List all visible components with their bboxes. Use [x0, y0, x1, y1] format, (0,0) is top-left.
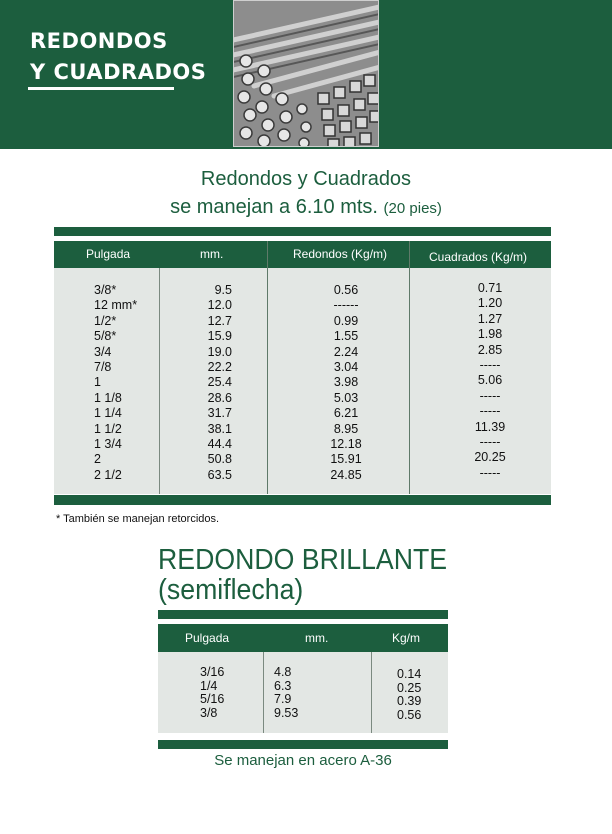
header-banner	[0, 0, 612, 149]
table1-mm-cell: 63.5	[207, 467, 232, 482]
table1-redondos-cell: 6.21	[333, 406, 359, 421]
table1	[54, 241, 551, 494]
table1-mm-cell: 44.4	[207, 436, 232, 451]
table1-mm-cell: 22.2	[207, 359, 232, 374]
table2-mm-cell: 9.53	[274, 705, 299, 720]
table1-cuadrados-cell: 2.85	[477, 342, 503, 357]
table1-cuadrados-cell: 20.25	[474, 450, 506, 465]
table1-col-mm: mm.	[200, 247, 224, 261]
section2-title	[158, 545, 447, 605]
table1-redondos-cell: ------	[333, 298, 359, 313]
table1-col-redondos: Redondos (Kg/m)	[293, 247, 388, 261]
table1-cuadrados-column	[465, 281, 515, 481]
table1-redondos-cell: 2.24	[333, 344, 359, 359]
table2-kgm-column	[397, 668, 421, 722]
table1-pulgada-cell: 1 1/8	[94, 390, 122, 405]
table1-redondos-cell: 3.98	[333, 375, 359, 390]
steel-bars-photo	[233, 0, 379, 147]
table1-mm-cell: 50.8	[207, 452, 232, 467]
table2-col-kgm: Kg/m	[392, 631, 421, 645]
table2-col-pulgada: Pulgada	[185, 631, 230, 645]
table1-redondos-column	[324, 283, 368, 483]
table1-cuadrados-cell: 0.71	[477, 281, 503, 295]
table1-divider-0	[159, 268, 160, 494]
table2-bottom-bar	[158, 740, 448, 749]
table2-kgm-cell: 0.39	[397, 694, 422, 708]
table1-cuadrados-cell: 1.20	[477, 296, 503, 311]
table1-pulgada-cell: 1 3/4	[94, 436, 122, 451]
section1-heading-line2	[0, 196, 612, 219]
table1-pulgada-cell: 5/8*	[94, 329, 117, 344]
table1-redondos-cell: 15.91	[330, 452, 362, 467]
table2-header	[158, 624, 448, 652]
banner-title-line2: Y CUADRADOS	[30, 60, 207, 84]
table2-mm-cell: 6.3	[274, 678, 292, 693]
table2-kgm-cell: 0.14	[397, 667, 422, 681]
table1-redondos-cell: 0.56	[333, 283, 359, 297]
table2-pulgada-cell: 3/8	[200, 705, 218, 720]
table1-header	[54, 241, 551, 268]
table1-cuadrados-cell: -----	[479, 465, 501, 480]
table1-redondos-cell: 12.18	[330, 436, 362, 451]
table2-divider-1	[263, 652, 264, 733]
table2-mm-column	[274, 666, 298, 720]
table1-pulgada-cell: 3/8*	[94, 283, 117, 297]
table2-top-bar	[158, 610, 448, 619]
section1-heading-main: se manejan a 6.10 mts.	[170, 196, 378, 218]
banner-title-line1: REDONDOS	[30, 29, 168, 53]
table1-mm-cell: 12.7	[207, 313, 232, 328]
table2-col-mm: mm.	[305, 631, 329, 645]
table1-cuadrados-cell: -----	[479, 357, 501, 372]
table1-bottom-bar	[54, 495, 551, 505]
table1-cuadrados-cell: 1.98	[477, 327, 503, 342]
table1-mm-cell: 15.9	[207, 329, 232, 344]
section2-title-line2: (semiflecha)	[158, 574, 304, 606]
table1-cuadrados-cell: 1.27	[477, 311, 503, 326]
table2-mm-cell: 4.8	[274, 665, 292, 679]
table1-mm-cell: 19.0	[207, 344, 232, 359]
section2-title-line1: REDONDO BRILLANTE	[158, 544, 448, 576]
banner-underline	[28, 87, 174, 90]
table2	[158, 624, 448, 733]
table1-mm-cell: 9.5	[214, 283, 232, 297]
table1-footnote: * También se manejan retorcidos.	[56, 513, 220, 525]
table2-kgm-cell: 0.56	[397, 707, 422, 722]
table1-redondos-cell: 0.99	[333, 313, 359, 328]
table1-col-pulgada: Pulgada	[86, 247, 131, 261]
table1-redondos-cell: 3.04	[333, 359, 359, 374]
table1-mm-cell: 31.7	[207, 406, 232, 421]
table1-mm-cell: 28.6	[207, 390, 232, 405]
table2-divider-2	[371, 652, 372, 733]
table2-kgm-cell: 0.25	[397, 680, 422, 695]
table1-mm-cell: 25.4	[207, 375, 232, 390]
section1-heading-line1: Redondos y Cuadrados	[200, 168, 412, 190]
steel-bars-illustration	[234, 1, 379, 147]
table1-redondos-cell: 1.55	[333, 329, 359, 344]
table1-divider-2	[409, 241, 410, 494]
table1-pulgada-cell: 1 1/4	[94, 406, 122, 421]
table1-pulgada-cell: 2 1/2	[94, 467, 122, 482]
table2-pulgada-cell: 5/16	[200, 692, 225, 706]
table1-cuadrados-cell: -----	[479, 434, 501, 449]
table2-pulgada-column	[200, 666, 224, 720]
table2-pulgada-cell: 3/16	[200, 665, 225, 679]
table1-pulgada-cell: 7/8	[94, 359, 112, 374]
table1-mm-cell: 12.0	[207, 298, 232, 313]
table1-pulgada-cell: 3/4	[94, 344, 112, 359]
section2-note: Se manejan en acero A-36	[214, 752, 392, 769]
section1-heading-small: (20 pies)	[383, 200, 442, 217]
table1-cuadrados-cell: -----	[479, 404, 501, 419]
table1-divider-1	[267, 241, 268, 494]
table1-pulgada-cell: 2	[94, 452, 101, 467]
table1-pulgada-cell: 1	[94, 375, 101, 390]
table1-pulgada-cell: 1 1/2	[94, 421, 122, 436]
table1-mm-column	[184, 283, 232, 483]
table1-redondos-cell: 5.03	[333, 390, 359, 405]
table1-top-bar	[54, 227, 551, 236]
table1-pulgada-cell: 1/2*	[94, 313, 117, 328]
table1-col-cuadrados: Cuadrados (Kg/m)	[429, 250, 528, 264]
table2-pulgada-cell: 1/4	[200, 678, 218, 693]
table1-redondos-cell: 24.85	[330, 467, 362, 482]
table1-mm-cell: 38.1	[207, 421, 232, 436]
table1-redondos-cell: 8.95	[333, 421, 359, 436]
table1-cuadrados-cell: -----	[479, 388, 501, 403]
table1-cuadrados-cell: 11.39	[474, 419, 506, 434]
table1-pulgada-column	[94, 283, 137, 483]
table1-cuadrados-cell: 5.06	[477, 373, 503, 388]
banner-title	[30, 26, 206, 88]
table1-pulgada-cell: 12 mm*	[94, 298, 138, 313]
table2-mm-cell: 7.9	[274, 692, 292, 706]
